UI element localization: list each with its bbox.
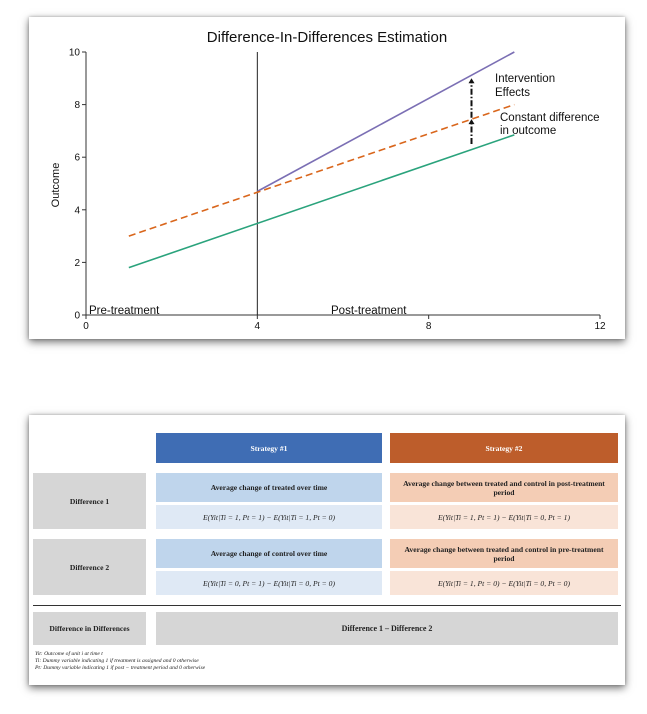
y-tick-label: 6 [74,152,80,164]
r2-s2-formula: E(Yit|Ti = 1, Pt = 0) − E(Yit|Ti = 0, Pt = 0) [390,571,618,595]
strategy-2-header: Strategy #2 [390,433,618,463]
row-label-difference-2: Difference 2 [33,539,146,595]
x-tick-label: 8 [425,321,432,332]
annotation-intervention-2: Effects [495,87,530,99]
effect-arrow-head [469,78,475,83]
series-line-2 [129,135,515,268]
r2-s2-title: Average change between treated and control in pre-treatment period [390,539,618,568]
r1-s1-title: Average change of treated over time [156,473,382,502]
note-pt: Pt: Dummy variable indicating 1 if post − treatment period and 0 otherwise [35,665,206,671]
series-line-0 [257,52,514,191]
table-divider [33,605,621,606]
series-line-1 [129,105,515,237]
y-tick-label: 10 [68,47,80,59]
y-tick-label: 0 [74,310,80,322]
y-axis-label: Outcome [50,162,62,208]
r2-s1-title: Average change of control over time [156,539,382,568]
row-label-did: Difference in Differences [33,612,146,645]
r1-s2-formula: E(Yit|Ti = 1, Pt = 1) − E(Yit|Ti = 0, Pt = 1) [390,505,618,529]
r1-s1-formula: E(Yit|Ti = 1, Pt = 1) − E(Yit|Ti = 1, Pt = 0) [156,505,382,529]
annotation-constant-1: Constant difference [500,112,600,124]
x-tick-label: 0 [83,321,89,332]
table-notes [35,651,205,672]
row-label-difference-1: Difference 1 [33,473,146,529]
y-tick-label: 8 [74,100,80,112]
chart-title: Difference-In-Differences Estimation [206,29,448,46]
effect-arrow-head [469,119,475,124]
strategy-1-header: Strategy #1 [156,433,382,463]
strategy-table [29,415,625,685]
x-tick-label: 4 [254,321,261,332]
r1-s2-title: Average change between treated and control in post-treatment period [390,473,618,502]
chart-card [29,17,625,339]
annotation-intervention-1: Intervention [495,73,556,85]
r2-s1-formula: E(Yit|Ti = 0, Pt = 1) − E(Yit|Ti = 0, Pt = 0) [156,571,382,595]
y-tick-label: 4 [74,205,80,217]
did-chart [29,17,625,339]
y-tick-label: 2 [74,257,80,269]
did-value: Difference 1 – Difference 2 [156,612,618,645]
label-pre-treatment: Pre-treatment [89,305,160,317]
note-ti: Ti: Dummy variable indicating 1 if treatment is assigned and 0 otherwise [35,658,199,664]
x-tick-label: 12 [594,321,606,332]
label-post-treatment: Post-treatment [331,305,407,317]
annotation-constant-2: in outcome [500,125,557,137]
note-yit: Yit: Outcome of unit i at time t [35,651,103,657]
